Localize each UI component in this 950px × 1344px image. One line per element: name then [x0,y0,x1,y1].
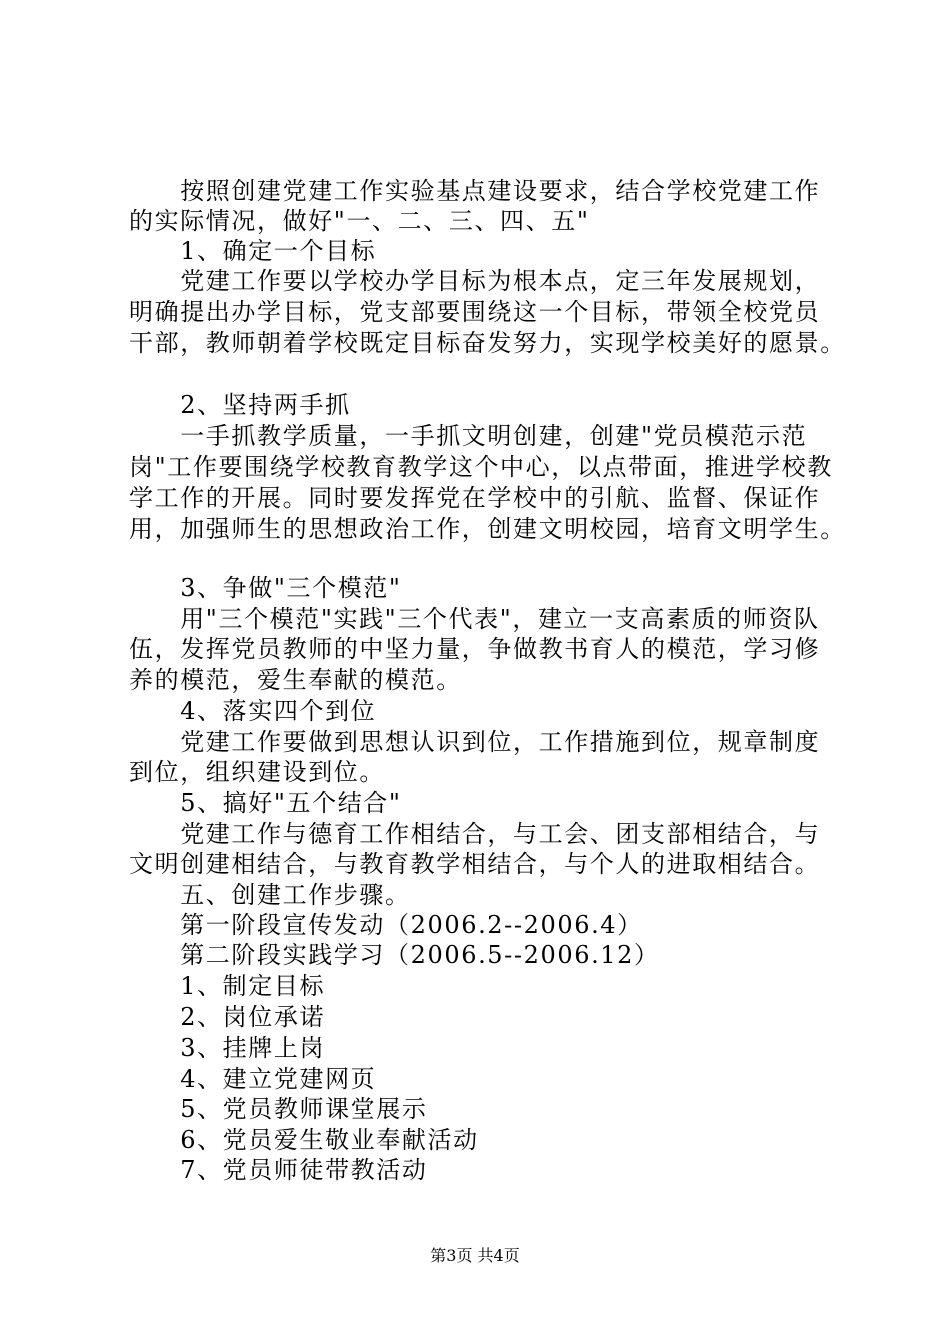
paragraph-line: 文明创建相结合，与教育教学相结合，与个人的进取相结合。 [129,850,821,878]
paragraph-line: 用"三个模范"实践"三个代表"，建立一支高素质的师资队 [129,605,820,633]
section-heading: 3、争做"三个模范" [129,574,402,602]
paragraph-line: 的实际情况，做好"一、二、三、四、五" [129,207,590,235]
paragraph-line: 到位，组织建设到位。 [129,758,385,786]
section-heading: 4、落实四个到位 [129,697,377,725]
list-item: 3、挂牌上岗 [129,1034,326,1062]
list-item: 4、建立党建网页 [129,1065,377,1093]
list-item: 第一阶段宣传发动（2006.2--2006.4） [129,911,643,939]
paragraph-line: 一手抓教学质量，一手抓文明创建，创建"党员模范示范 [129,422,808,450]
paragraph-line: 党建工作要做到思想认识到位，工作措施到位，规章制度 [129,728,821,756]
paragraph-line: 党建工作要以学校办学目标为根本点，定三年发展规划， [129,267,821,295]
list-item: 7、党员师徒带教活动 [129,1156,428,1184]
section-heading: 2、坚持两手抓 [129,391,351,419]
paragraph-line: 明确提出办学目标，党支部要围绕这一个目标，带领全校党员 [129,298,821,326]
list-item: 5、党员教师课堂展示 [129,1095,428,1123]
paragraph-line: 党建工作与德育工作相结合，与工会、团支部相结合，与 [129,820,821,848]
section-heading: 1、确定一个目标 [129,237,377,265]
page-number-footer: 第3页 共4页 [430,1246,520,1265]
paragraph-line: 岗"工作要围绕学校教育教学这个中心，以点带面，推进学校教 [129,453,833,481]
paragraph-line: 伍，发挥党员教师的中坚力量，争做教书育人的模范，学习修 [129,635,821,663]
paragraph-line: 按照创建党建工作实验基点建设要求，结合学校党建工作 [129,177,821,205]
list-item: 第二阶段实践学习（2006.5--2006.12） [129,941,660,969]
section-heading: 5、搞好"五个结合" [129,789,402,817]
paragraph-line: 干部，教师朝着学校既定目标奋发努力，实现学校美好的愿景。 [129,329,846,357]
paragraph-line: 学工作的开展。同时要发挥党在学校中的引航、监督、保证作 [129,484,821,512]
list-item: 6、党员爱生敬业奉献活动 [129,1126,479,1154]
list-item: 1、制定目标 [129,972,326,1000]
section-heading: 五、创建工作步骤。 [129,881,411,909]
paragraph-line: 养的模范，爱生奉献的模范。 [129,666,462,694]
list-item: 2、岗位承诺 [129,1003,326,1031]
paragraph-line: 用，加强师生的思想政治工作，创建文明校园，培育文明学生。 [129,515,846,543]
